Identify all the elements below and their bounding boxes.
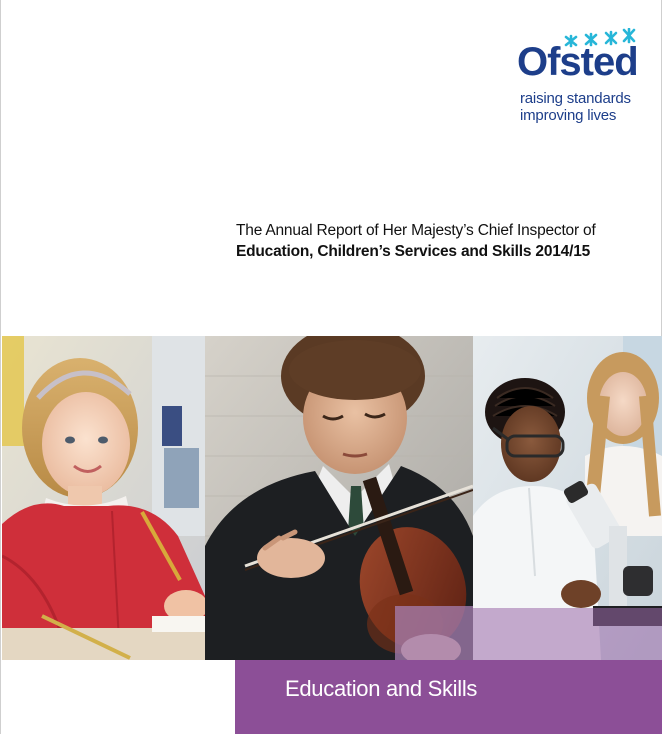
boy-violin-photo — [205, 336, 473, 660]
logo-wordmark: Ofsted — [517, 40, 638, 84]
ofsted-logo — [517, 28, 647, 128]
banner-label: Education and Skills — [285, 676, 478, 701]
section-banner — [235, 660, 662, 734]
report-title-line1: The Annual Report of Her Majesty’s Chief Inspector of — [236, 222, 596, 239]
report-title-line2: Education, Children’s Services and Skills 2014/15 — [236, 243, 591, 260]
students-microscope-photo — [473, 336, 662, 660]
photo-strip — [2, 336, 662, 660]
girl-writing-photo — [2, 336, 205, 660]
logo-tagline-1: raising standards — [520, 90, 631, 107]
report-title — [236, 221, 656, 263]
logo-tagline-2: improving lives — [520, 107, 617, 124]
